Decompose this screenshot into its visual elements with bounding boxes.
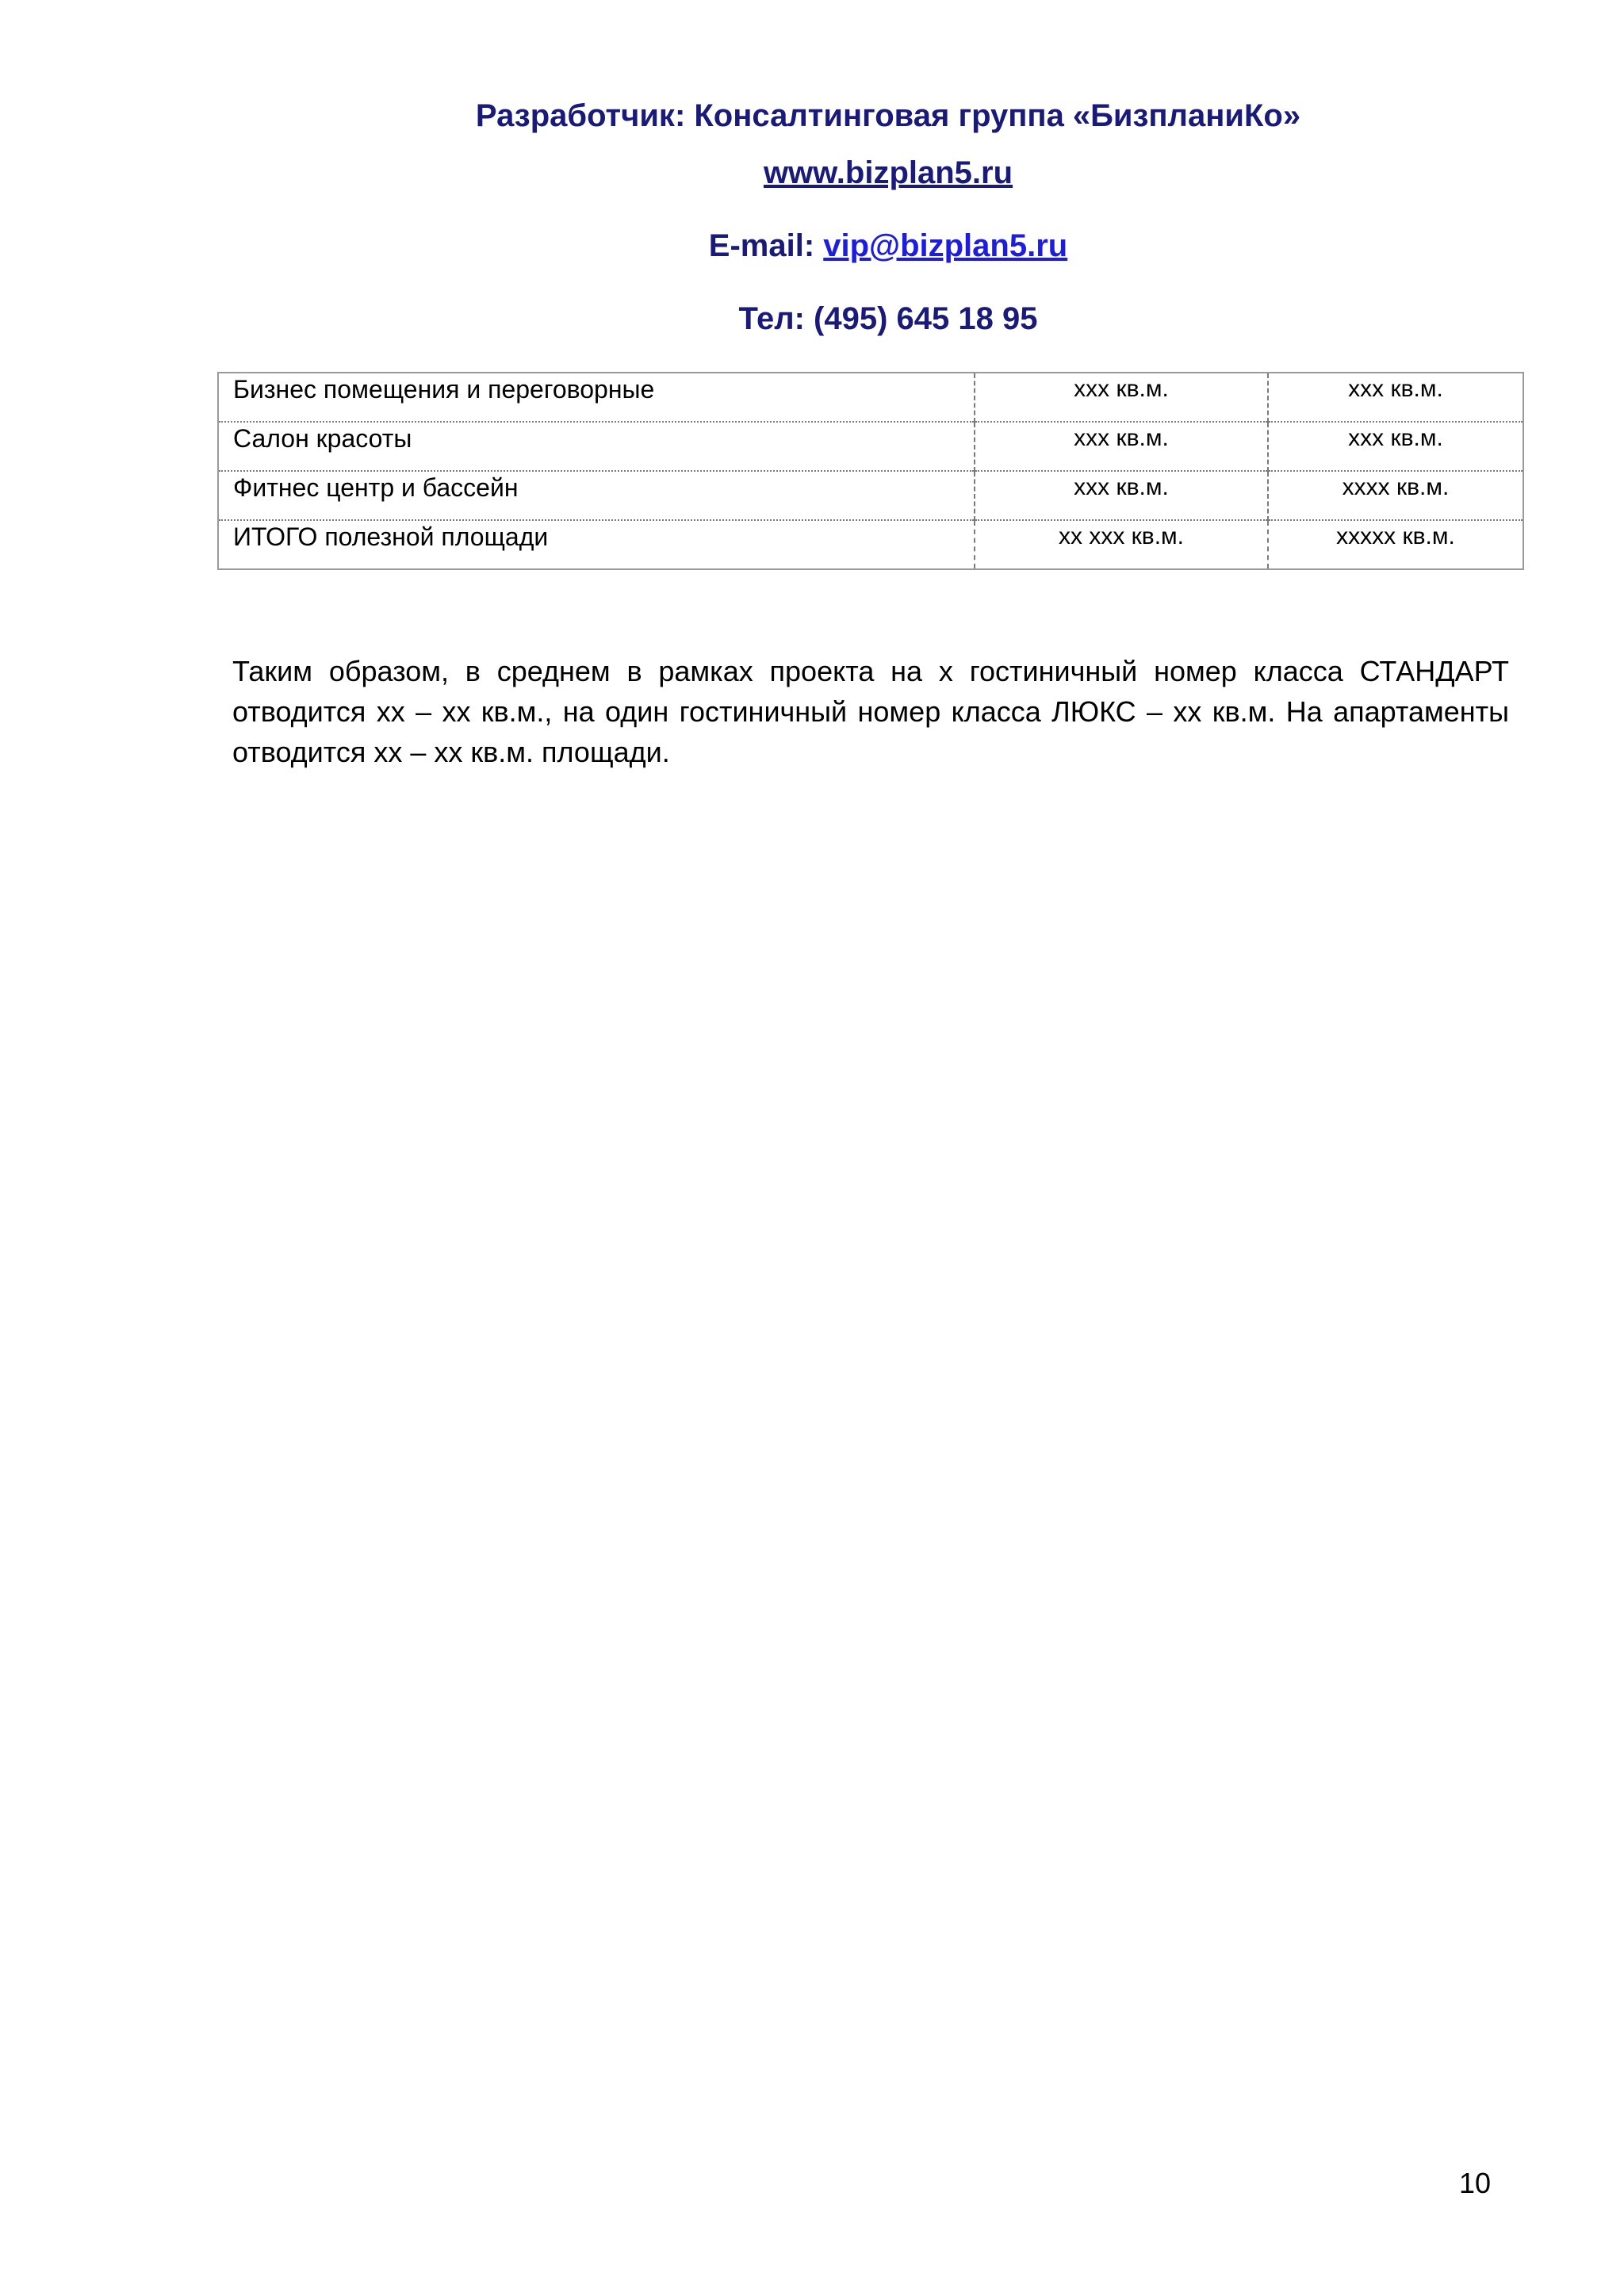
table-row	[218, 422, 1523, 471]
developer-title: Разработчик: Консалтинговая группа «БизпланиКо»	[475, 98, 1301, 133]
table-row	[218, 471, 1523, 520]
table-cell-name: ИТОГО полезной площади	[218, 520, 975, 569]
page-number: 10	[1459, 2167, 1492, 2199]
table-cell-value-2: ххххх кв.м.	[1268, 520, 1523, 569]
area-table	[217, 372, 1524, 570]
table-cell-name: Бизнес помещения и переговорные	[218, 373, 975, 422]
website-line	[76, 154, 1624, 192]
summary-paragraph: Таким образом, в среднем в рамках проекта на х гостиничный номер класса СТАНДАРТ отводится хх – хх кв.м., на один гостиничный номер класса ЛЮКС – хх кв.м. На апартаменты отводится хх – хх кв.м. площади.	[232, 655, 1509, 768]
email-link[interactable]: vip@bizplan5.ru	[823, 228, 1068, 263]
table-cell-value-1: ххх кв.м.	[975, 422, 1268, 471]
table-row	[218, 373, 1523, 422]
page-header	[0, 0, 1624, 349]
table-cell-value-1: хх ххх кв.м.	[975, 520, 1268, 569]
table-cell-value-2: хххх кв.м.	[1268, 471, 1523, 520]
table-cell-value-2: ххх кв.м.	[1268, 422, 1523, 471]
table-cell-value-1: ххх кв.м.	[975, 471, 1268, 520]
table-cell-value-2: ххх кв.м.	[1268, 373, 1523, 422]
table-row	[218, 520, 1523, 569]
table-cell-name: Салон красоты	[218, 422, 975, 471]
table-cell-value-1: ххх кв.м.	[975, 373, 1268, 422]
table-cell-name: Фитнес центр и бассейн	[218, 471, 975, 520]
email-label: E-mail:	[708, 228, 824, 263]
website-link[interactable]: www.bizplan5.ru	[763, 155, 1013, 190]
email-line	[76, 227, 1624, 265]
phone-line: Тел: (495) 645 18 95	[738, 301, 1038, 336]
